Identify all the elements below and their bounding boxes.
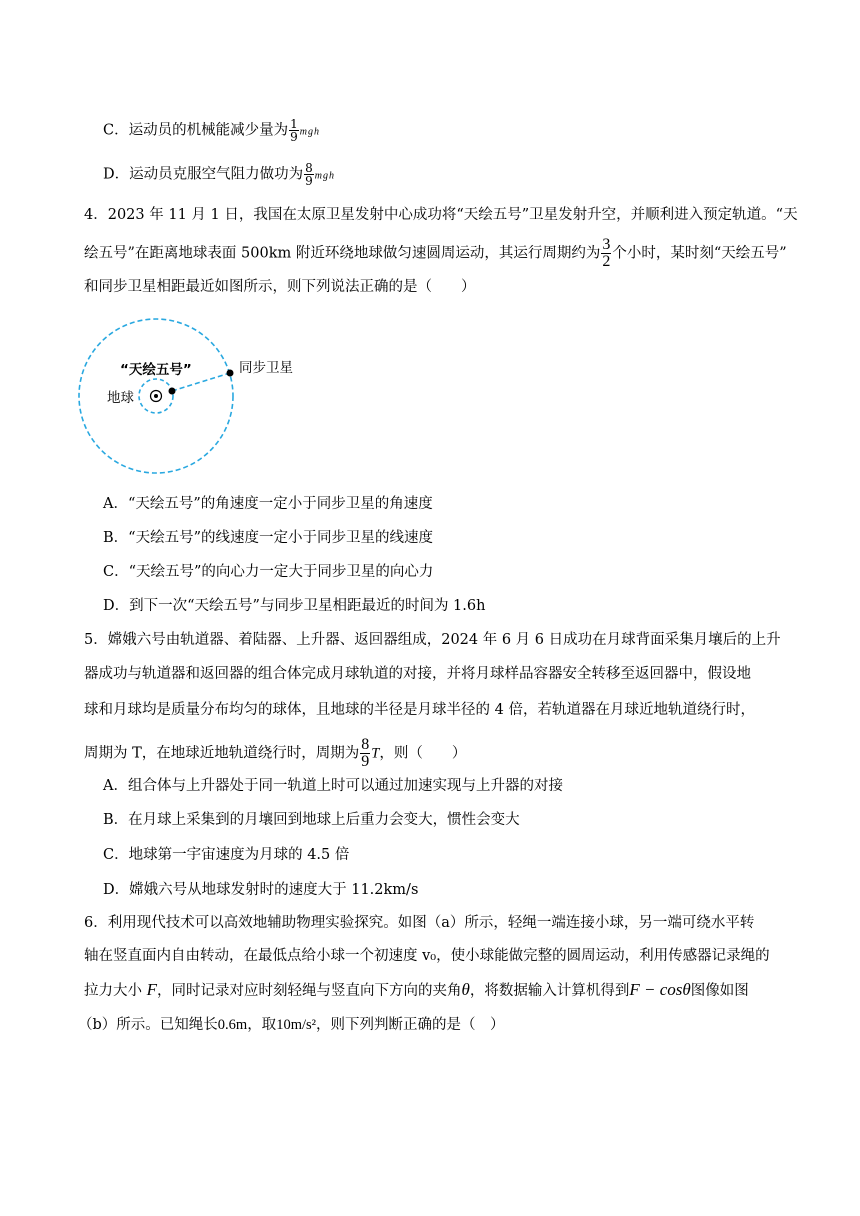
- fraction: $\frac{3}{2}$: [602, 236, 611, 270]
- q4-stem-line1: 4．2023 年 11 月 1 日，我国在太原卫星发射中心成功将“天绘五号”卫星发射升空，并顺利进入预定轨道。“天: [84, 207, 798, 223]
- q6-stem-line1: 6．利用现代技术可以高效地辅助物理实验探究。如图（a）所示，轻绳一端连接小球，另一端可绕水平转: [84, 915, 755, 931]
- q5-option-b: B．在月球上采集到的月壤回到地球上后重力会变大，惯性会变大: [103, 812, 520, 828]
- q5-stem-line4: 周期为 T，在地球近地轨道绕行时，周期为 $\frac{8}{9}$ T，则（ ）: [84, 736, 467, 770]
- orbit-diagram: [78, 290, 308, 490]
- q4-option-a: A．“天绘五号”的角速度一定小于同步卫星的角速度: [103, 496, 433, 512]
- q6-stem-line3: 拉力大小 F，同时记录对应时刻轻绳与竖直向下方向的夹角θ，将数据输入计算机得到F − cosθ图像如图: [84, 980, 749, 999]
- sync-satellite: [227, 370, 234, 377]
- q5-stem-line1: 5．嫦娥六号由轨道器、着陆器、上升器、返回器组成，2024 年 6 月 6 日成功在月球背面采集月壤后的上升: [84, 632, 781, 648]
- label-sync: 同步卫星: [239, 360, 293, 376]
- q5-option-a: A．组合体与上升器处于同一轨道上时可以通过加速实现与上升器的对接: [103, 778, 563, 794]
- q5-option-d: D．嫦娥六号从地球发射时的速度大于 11.2km/s: [103, 882, 419, 898]
- fraction: $\frac{8}{9}$: [361, 736, 370, 770]
- q6-stem-line4: （b）所示。已知绳长0.6m，取10m/s²，则下列判断正确的是（ ）: [78, 1017, 505, 1033]
- fraction: $\frac{1}{9}$: [290, 117, 298, 144]
- label-earth: 地球: [107, 390, 134, 406]
- q4-stem-line2: 绘五号”在距离地球表面 500km 附近环绕地球做匀速圆周运动，其运行周期约为 $\frac{3}{2}$ 个小时，某时刻“天绘五号”: [84, 236, 787, 270]
- q4-option-c: C．“天绘五号”的向心力一定大于同步卫星的向心力: [103, 564, 434, 580]
- q5-stem-line3: 球和月球均是质量分布均匀的球体，且地球的半径是月球半径的 4 倍，若轨道器在月球近地轨道绕行时，: [84, 702, 755, 718]
- q6-stem-line2: 轴在竖直面内自由转动，在最低点给小球一个初速度 v₀，使小球能做完整的圆周运动，利用传感器记录绳的: [84, 948, 770, 964]
- q3-option-c-text: C．运动员的机械能减少量为: [103, 122, 289, 139]
- q5-option-c: C．地球第一宇宙速度为月球的 4.5 倍: [103, 847, 350, 863]
- q3-option-d-text: D．运动员克服空气阻力做功为: [103, 166, 304, 183]
- q3-option-c: [103, 118, 320, 143]
- q3-option-d: [103, 162, 335, 187]
- q4-stem-line3: 和同步卫星相距最近如图所示，则下列说法正确的是（ ）: [84, 279, 476, 295]
- q4-option-d: D．到下一次“天绘五号”与同步卫星相距最近的时间为 1.6h: [103, 598, 486, 614]
- q5-stem-line2: 器成功与轨道器和返回器的组合体完成月球轨道的对接，并将月球样品容器安全转移至返回器中，假设地: [84, 666, 751, 682]
- mgh: mgh: [314, 170, 335, 182]
- fraction: $\frac{8}{9}$: [305, 161, 313, 188]
- label-tianhui: “天绘五号”: [120, 362, 192, 378]
- q4-option-b: B．“天绘五号”的线速度一定小于同步卫星的线速度: [103, 530, 433, 546]
- tianhui-satellite: [169, 388, 176, 395]
- mgh: mgh: [299, 126, 320, 138]
